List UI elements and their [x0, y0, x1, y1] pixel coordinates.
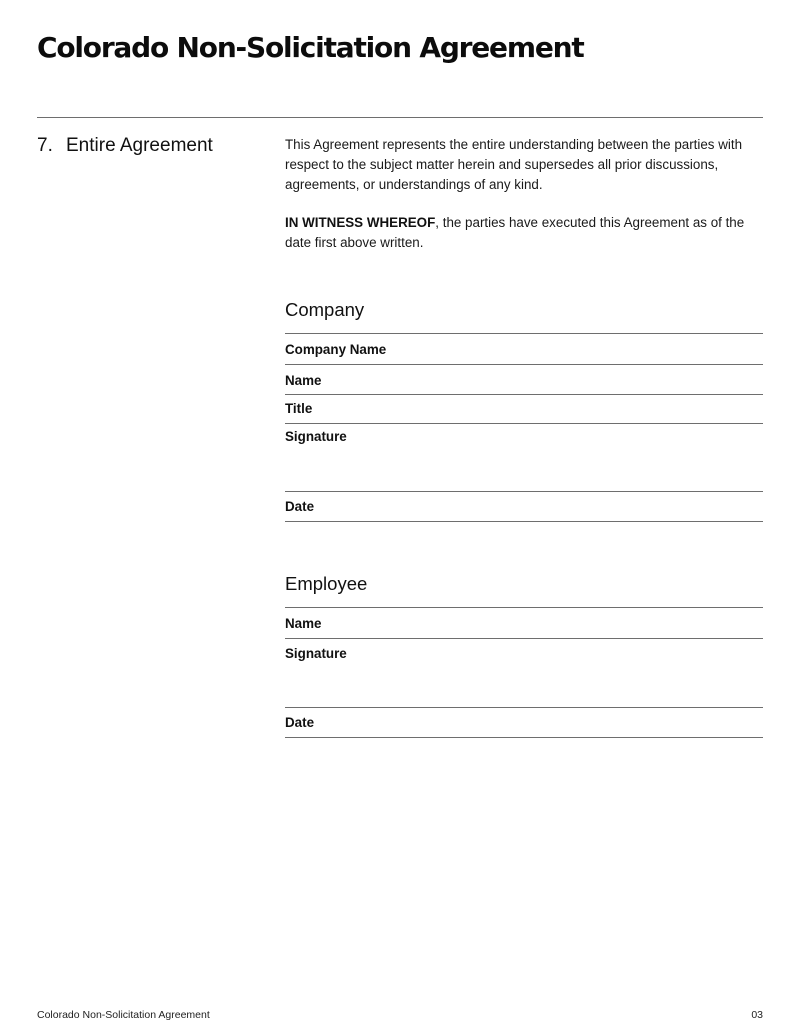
section-number: 7. [37, 135, 53, 156]
employee-date-divider [285, 737, 763, 738]
company-date-divider [285, 521, 763, 522]
witness-text: , the parties have executed this Agreement as of the date first above written. [285, 215, 745, 250]
company-signature-divider [285, 491, 763, 492]
footer-document-title: Colorado Non-Solicitation Agreement [37, 1009, 210, 1021]
employee-block-heading: Employee [285, 573, 368, 594]
employee-name-divider [285, 638, 763, 639]
employee-signature-field[interactable]: Signature [285, 646, 347, 661]
company-name-divider [285, 364, 763, 365]
company-signer-name-field[interactable]: Name [285, 373, 322, 388]
document-title: Colorado Non-Solicitation Agreement [37, 31, 584, 64]
company-signer-title-divider [285, 423, 763, 424]
employee-heading-divider [285, 607, 763, 608]
employee-signature-divider [285, 707, 763, 708]
company-signer-title-field[interactable]: Title [285, 401, 313, 416]
entire-agreement-paragraph: This Agreement represents the entire understanding between the parties with respect to the subject matter herein and supersedes all prior discussions, agreements, or understandings of any kind. [285, 137, 743, 192]
employee-name-field[interactable]: Name [285, 616, 322, 631]
witness-paragraph [285, 213, 763, 253]
company-date-field[interactable]: Date [285, 499, 315, 514]
employee-date-field[interactable]: Date [285, 715, 315, 730]
company-signature-field[interactable]: Signature [285, 429, 347, 444]
company-name-field[interactable]: Company Name [285, 342, 387, 357]
section-heading: Entire Agreement [66, 135, 213, 156]
company-signer-name-divider [285, 394, 763, 395]
footer-page-number: 03 [751, 1009, 763, 1021]
company-block-heading: Company [285, 299, 365, 320]
company-heading-divider [285, 333, 763, 334]
header-divider [37, 117, 763, 118]
witness-bold-text: IN WITNESS WHEREOF [285, 215, 436, 230]
